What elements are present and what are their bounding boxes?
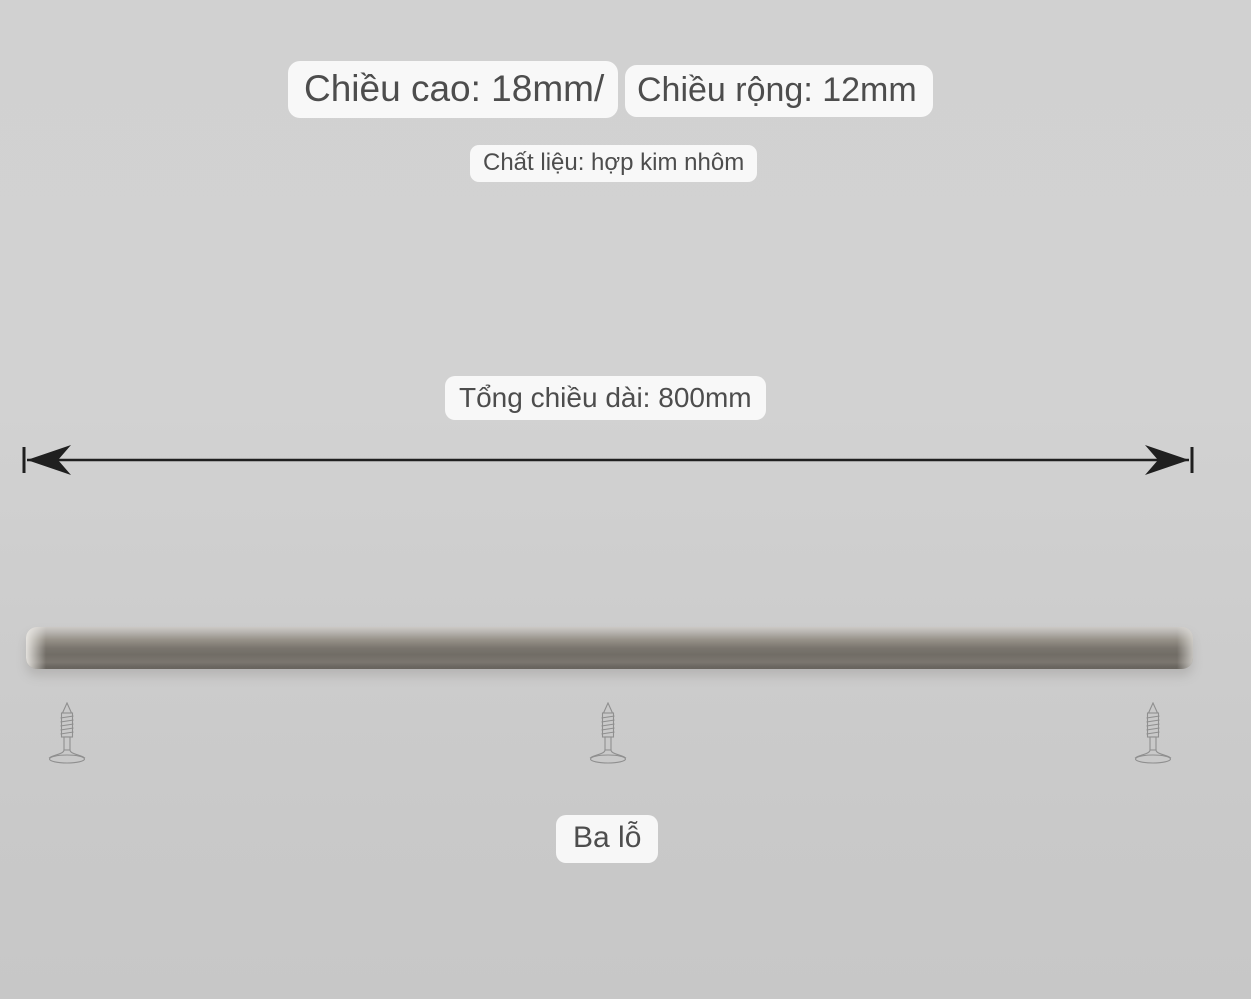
holes-label: Ba lỗ — [556, 815, 658, 863]
material-label: Chất liệu: hợp kim nhôm — [470, 145, 757, 182]
screw-icon-right — [1131, 702, 1175, 766]
dimension-arrow — [0, 430, 1251, 490]
screw-icon-left — [45, 702, 89, 766]
length-label: Tổng chiều dài: 800mm — [445, 376, 766, 420]
height-label: Chiều cao: 18mm/ — [288, 61, 618, 118]
width-label: Chiều rộng: 12mm — [625, 65, 933, 117]
screw-icon-middle — [586, 702, 630, 766]
handle-bar-image — [26, 627, 1193, 669]
